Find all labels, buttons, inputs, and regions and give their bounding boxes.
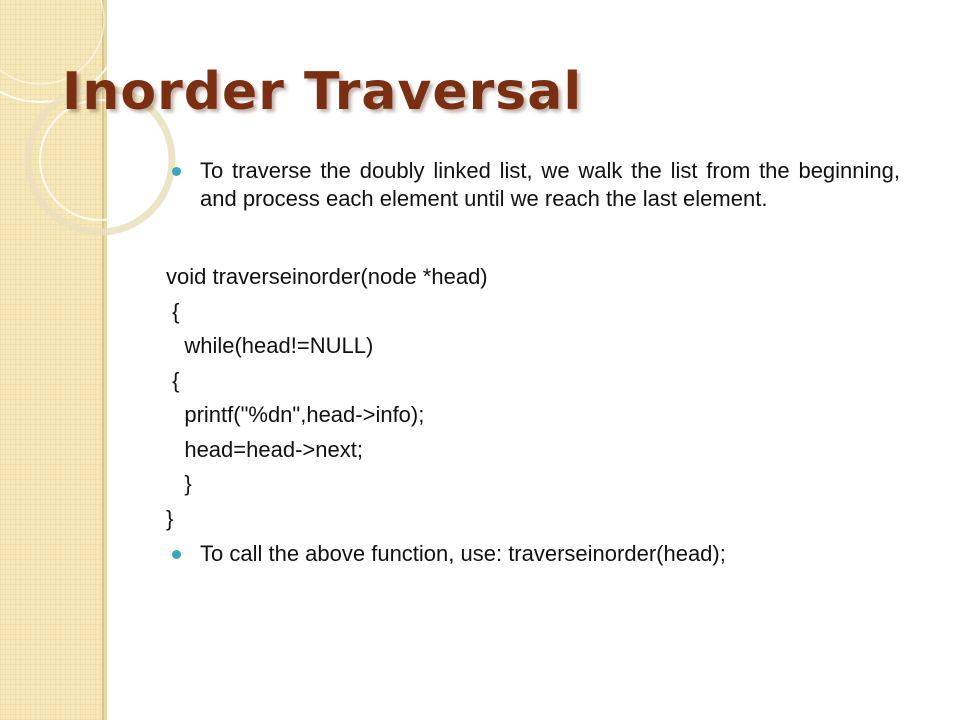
code-line: while(head!=NULL): [166, 333, 374, 358]
code-line: {: [166, 298, 180, 324]
bullet-item: [166, 157, 900, 213]
code-line: }: [166, 471, 192, 496]
bullet-dot-icon: [172, 167, 181, 176]
bullet-text: To traverse the doubly linked list, we walk the list from the beginning, and process each element until we reach the last element.: [200, 158, 900, 211]
code-line: }: [166, 505, 174, 531]
code-block: [166, 260, 906, 536]
slide-content: [166, 157, 906, 568]
bullet-item: [166, 540, 906, 568]
bullet-dot-icon: [172, 550, 181, 559]
bullet-text: To call the above function, use: traverseinorder(head);: [200, 541, 726, 566]
code-line: void traverseinorder(node *head): [166, 264, 488, 289]
code-line: printf("%dn",head->info);: [166, 402, 425, 427]
code-line: head=head->next;: [166, 436, 363, 462]
code-line: {: [166, 367, 180, 393]
slide-title: Inorder Traversal: [62, 62, 583, 122]
